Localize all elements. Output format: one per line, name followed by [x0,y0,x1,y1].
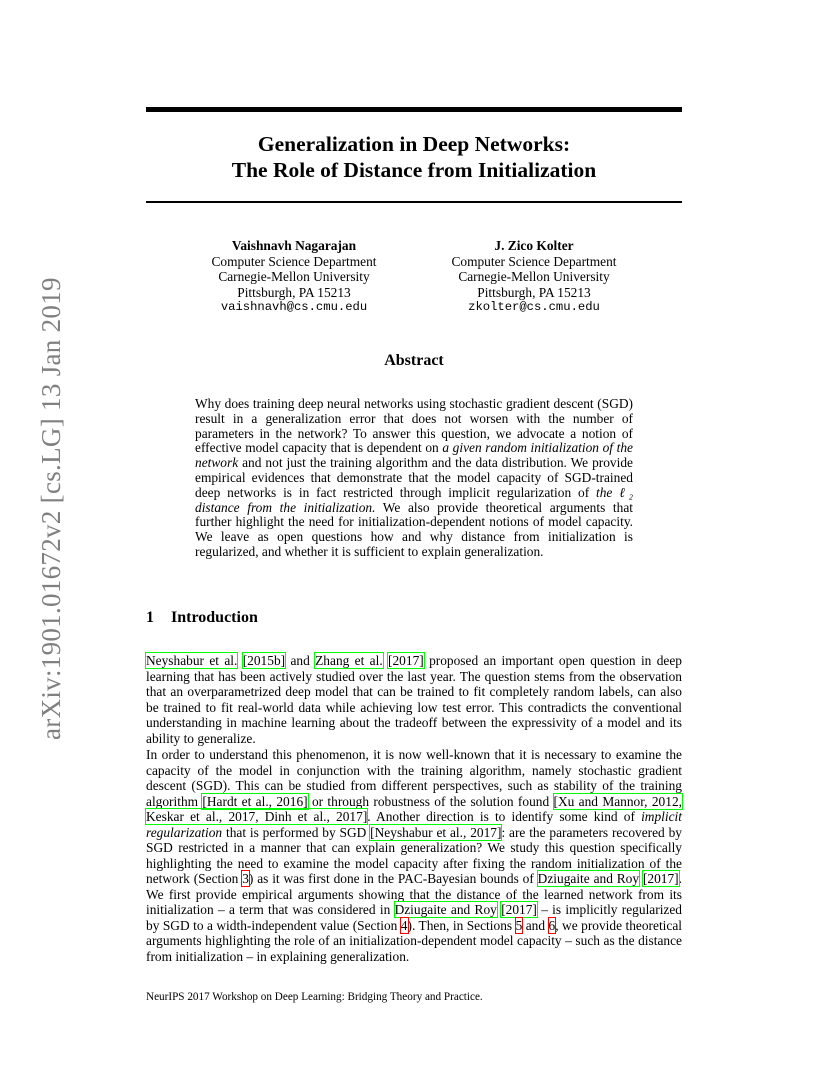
citation-link[interactable]: [2017] [642,871,679,886]
citation-link[interactable]: [2017] [388,653,424,668]
citation-link[interactable]: [2017] [501,902,537,917]
section-number: 1 [146,609,154,626]
intro-paragraph-2 [146,747,682,964]
author-name: J. Zico Kolter [494,238,574,253]
citation-link[interactable]: Neyshabur et al. [146,653,238,668]
citation-link[interactable]: [Hardt et al., 2016] [202,793,308,809]
paragraph-segment: ). Then, in Sections [407,917,516,933]
title-top-rule [146,107,682,112]
author-address: Pittsburgh, PA 15213 [237,284,351,300]
citation-link[interactable]: [Neyshabur et al., 2017] [370,824,502,840]
abstract-segment: Why does training deep neural networks using stochastic gradient descent (SGD) result in a generalization error that does not worsen with the number of parameters in the network? To answer this question, we advocate a notion of effective model capacity that is dependent on [195,396,633,456]
abstract-emphasis: the ℓ₂ distance from the initialization. [195,484,633,515]
paper-title [146,131,682,183]
author-email: vaishnavh@cs.cmu.edu [220,300,368,315]
paragraph-segment: In order to understand this phenomenon, it is now well-known that it is necessary to examine the capacity of the model in conjunction with the training algorithm, namely stochastic gradient descent (SGD). This can be studied from different perspectives, such as stability of the training algorithm [146,747,682,809]
paragraph-emphasis: implicit regularization [146,809,682,840]
paragraph-segment: and [285,653,316,668]
author-block-1 [164,238,424,316]
section-title: Introduction [171,609,258,626]
paragraph-segment: that is performed by SGD [222,824,371,840]
abstract-text [195,397,633,560]
abstract-segment: We also provide theoretical arguments that further highlight the need for initialization-dependent notions of model capacity. We leave as open questions how and why distance from initialization is regularized, and whether it is sufficient to explain generalization. [195,499,634,559]
paragraph-segment: : are the parameters recovered by SGD restricted in a manner that can explain generalization? We study this question specifically highlighting the need to examine the model capacity after fixing the random initialization of the network (Section [146,824,682,886]
paragraph-segment: , we provide theoretical arguments highlighting the role of an initialization-dependent model capacity – such as the distance from initialization – in explaining generalization. [146,917,683,964]
citation-link[interactable]: Zhang et al. [315,653,383,668]
author-name: Vaishnavh Nagarajan [231,238,357,253]
venue-footnote: NeurIPS 2017 Workshop on Deep Learning: Bridging Theory and Practice. [146,991,483,1003]
section-heading [146,608,258,628]
paragraph-segment: proposed an important open question in deep learning that has been actively studied over the last year. The question stems from the observation that an overparametrized deep model that can be trained to fit completely random labels, can also be trained to fit real-world data while achieving low test error. This contradicts the conventional understanding in machine learning about the tradeoff between the expressivity of a model and its ability to generalize. [146,653,682,746]
citation-link[interactable]: [2015b] [242,653,286,668]
title-line-2: The Role of Distance from Initialization [231,158,597,182]
section-ref-link[interactable]: 4 [400,917,408,933]
citation-link[interactable]: [Xu and Mannor, 2012, Keskar et al., 2017, Dinh et al., 2017] [146,793,682,824]
arxiv-identifier: arXiv:1901.01672v2 [cs.LG] 13 Jan 2019 [36,277,66,740]
author-address: Pittsburgh, PA 15213 [477,284,591,300]
paragraph-segment: ) as it was first done in the PAC-Bayesian bounds of [248,871,538,886]
author-university: Carnegie-Mellon University [218,269,370,285]
section-ref-link[interactable]: 6 [548,917,556,933]
paragraph-segment: . Another direction is to identify some kind of [367,809,642,824]
intro-paragraph-1 [146,653,682,746]
author-email: zkolter@cs.cmu.edu [468,300,600,315]
paragraph-segment: or through robustness of the solution found [307,793,554,809]
citation-link[interactable]: Dziugaite and Roy [537,871,640,886]
paragraph-segment: . We first provide empirical arguments showing that the distance of the learned network from its initialization – a term that was considered in [146,871,682,917]
abstract-emphasis: a given random initialization of the network [195,440,633,471]
title-bottom-rule [146,201,682,203]
section-ref-link[interactable]: 5 [515,917,523,933]
author-department: Computer Science Department [451,253,617,269]
author-department: Computer Science Department [211,253,377,269]
citation-link[interactable]: Dziugaite and Roy [394,902,497,917]
abstract-segment: and not just the training algorithm and the data distribution. We provide empirical evidences that demonstrate that the model capacity of SGD-trained deep networks is in fact restricted through implicit regularization of [195,455,633,500]
author-block-2 [404,238,664,316]
paragraph-segment: and [522,917,549,933]
author-university: Carnegie-Mellon University [458,269,610,285]
abstract-heading: Abstract [384,352,444,369]
title-line-1: Generalization in Deep Networks: [257,132,571,156]
section-ref-link[interactable]: 3 [242,871,249,886]
paragraph-segment: – is implicitly regularized by SGD to a width-independent value (Section [146,902,682,933]
